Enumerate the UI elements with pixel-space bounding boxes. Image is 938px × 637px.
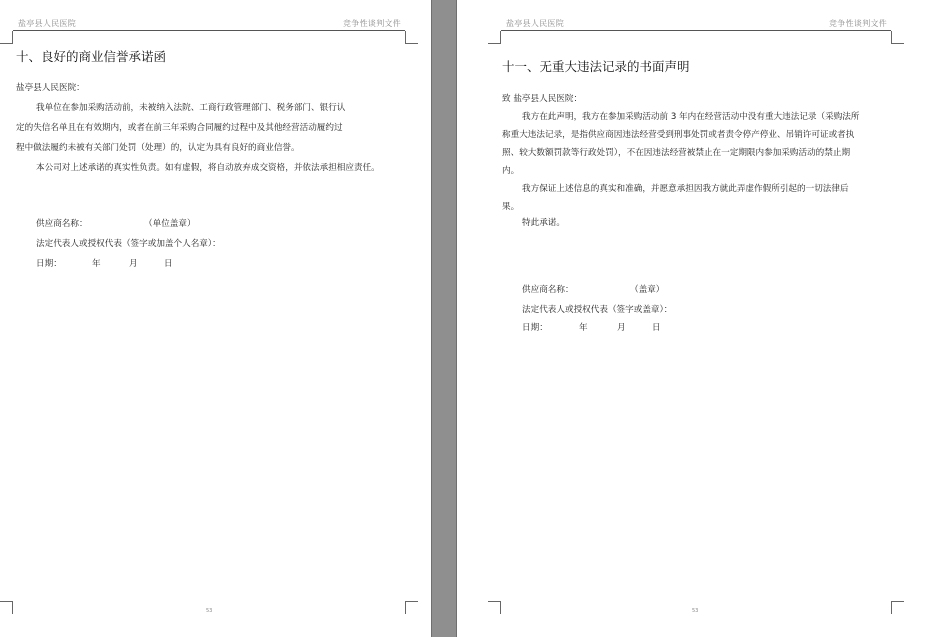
- header-left-text: 盐亭县人民医院: [18, 19, 77, 28]
- crop-mark-top-left: [0, 31, 13, 44]
- date-month: 月: [617, 323, 626, 333]
- page-number: 53: [206, 608, 213, 614]
- date-label: 日期：: [522, 323, 548, 333]
- header-left-text: 盐亭县人民医院: [506, 19, 565, 28]
- header-right-text: 竞争性谈判文件: [829, 19, 888, 28]
- supplier-note: （单位盖章）: [144, 219, 196, 229]
- body-line: 照、较大数额罚款等行政处罚），不在因违法经营被禁止在一定期限内参加采购活动的禁止期: [502, 148, 851, 158]
- representative-line: 法定代表人或授权代表（签字或盖章）：: [522, 305, 673, 315]
- header-rule: [13, 30, 405, 31]
- crop-mark-top-right: [405, 31, 418, 44]
- body-line: 定的失信名单且在有效期内，或者在前三年采购合同履约过程中及其他经营活动履约过: [16, 123, 343, 133]
- representative-line: 法定代表人或授权代表（签字或加盖个人名章）：: [36, 239, 221, 249]
- body-line: 我方在此声明，我方在参加采购活动前 3 年内在经营活动中没有重大违法记录（采购法所: [522, 112, 860, 122]
- body-line: 特此承诺。: [522, 218, 565, 228]
- crop-mark-top-right: [891, 31, 904, 44]
- document-page-right: [457, 0, 938, 637]
- crop-mark-bottom-left: [488, 601, 501, 614]
- supplier-note: （盖章）: [630, 285, 665, 295]
- section-title: 十一、无重大违法记录的书面声明: [502, 59, 690, 74]
- document-page-left: [0, 0, 431, 637]
- date-year: 年: [579, 323, 588, 333]
- date-day: 日: [652, 323, 661, 333]
- crop-mark-bottom-left: [0, 601, 13, 614]
- date-year: 年: [92, 259, 101, 269]
- body-line: 本公司对上述承诺的真实性负责。如有虚假，将自动放弃成交资格，并依法承担相应责任。: [36, 163, 380, 173]
- section-title: 十、良好的商业信誉承诺函: [16, 49, 167, 64]
- date-day: 日: [164, 259, 173, 269]
- addressee: 盐亭县人民医院：: [16, 83, 85, 93]
- page-gutter: [431, 0, 457, 637]
- addressee: 致 盐亭县人民医院：: [502, 94, 583, 104]
- supplier-label: 供应商名称：: [522, 285, 574, 295]
- header-right-text: 竞争性谈判文件: [343, 19, 402, 28]
- header-rule: [501, 30, 891, 31]
- crop-mark-top-left: [488, 31, 501, 44]
- supplier-label: 供应商名称：: [36, 219, 88, 229]
- body-line: 称重大违法记录，是指供应商因违法经营受到刑事处罚或者责令停产停业、吊销许可证或者执: [502, 130, 855, 140]
- body-line: 我单位在参加采购活动前，未被纳入法院、工商行政管理部门、税务部门、银行认: [36, 103, 346, 113]
- date-label: 日期：: [36, 259, 62, 269]
- body-line: 我方保证上述信息的真实和准确，并愿意承担因我方就此弄虚作假所引起的一切法律后: [522, 184, 849, 194]
- body-line: 程中做法履约未被有关部门处罚（处理）的，认定为具有良好的商业信誉。: [16, 143, 300, 153]
- body-line: 果。: [502, 202, 520, 212]
- body-line: 内。: [502, 166, 520, 176]
- page-number: 53: [692, 608, 699, 614]
- crop-mark-bottom-right: [891, 601, 904, 614]
- date-month: 月: [129, 259, 138, 269]
- crop-mark-bottom-right: [405, 601, 418, 614]
